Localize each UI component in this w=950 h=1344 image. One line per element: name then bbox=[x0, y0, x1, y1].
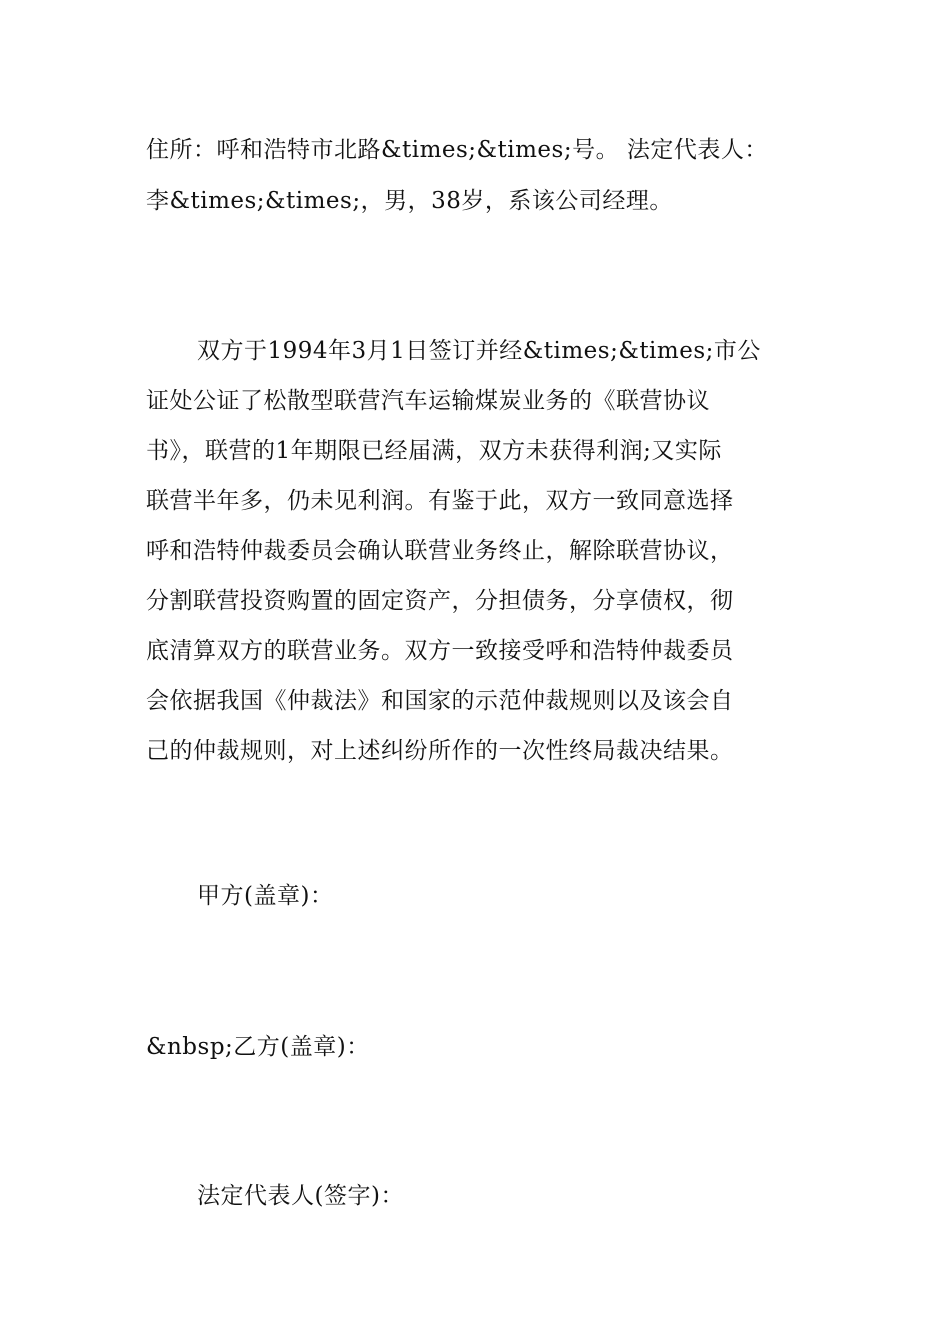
body-line-4: 联营半年多，仍未见利润。有鉴于此，双方一致同意选择 bbox=[146, 488, 734, 514]
body-line-2: 证处公证了松散型联营汽车运输煤炭业务的《联营协议 bbox=[146, 388, 710, 414]
party-a-seal: 甲方(盖章)： bbox=[197, 883, 334, 909]
party-b-seal: &nbsp;乙方(盖章)： bbox=[146, 1034, 370, 1060]
body-line-3: 书》，联营的1年期限已经届满，双方未获得利润;又实际 bbox=[146, 438, 722, 464]
address-line-2: 李&times;&times;，男，38岁，系该公司经理。 bbox=[146, 188, 673, 214]
address-line-1: 住所：呼和浩特市北路&times;&times;号。 法定代表人： bbox=[146, 137, 768, 163]
body-line-7: 底清算双方的联营业务。双方一致接受呼和浩特仲裁委员 bbox=[146, 638, 734, 664]
body-line-6: 分割联营投资购置的固定资产，分担债务，分享债权，彻 bbox=[146, 588, 734, 614]
body-line-9: 己的仲裁规则，对上述纠纷所作的一次性终局裁决结果。 bbox=[146, 738, 734, 764]
body-line-8: 会依据我国《仲裁法》和国家的示范仲裁规则以及该会自 bbox=[146, 688, 734, 714]
legal-rep-signature: 法定代表人(签字)： bbox=[197, 1183, 404, 1209]
body-line-1: 双方于1994年3月1日签订并经&times;&times;市公 bbox=[197, 338, 761, 364]
body-line-5: 呼和浩特仲裁委员会确认联营业务终止，解除联营协议， bbox=[146, 538, 734, 564]
